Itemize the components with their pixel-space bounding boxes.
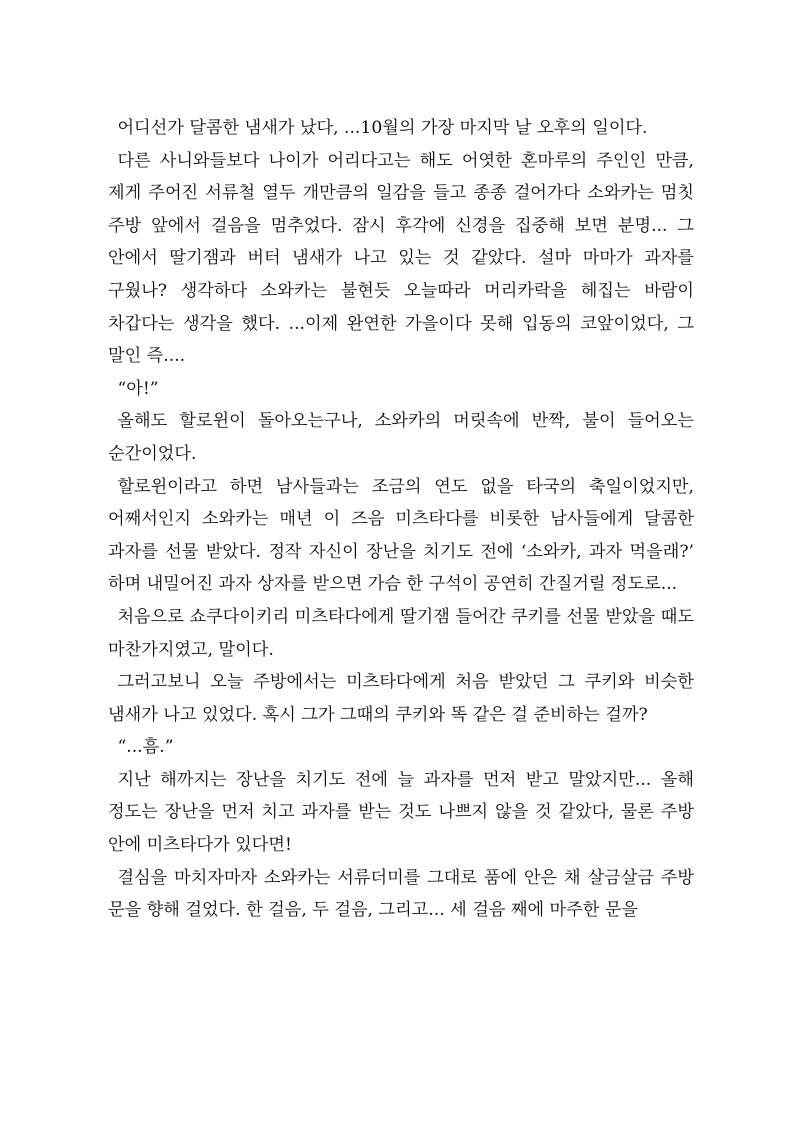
paragraph: 결심을 마치자마자 소와카는 서류더미를 그대로 품에 안은 채 살금살금 주방 문을 향해 걸었다. 한 걸음, 두 걸음, 그리고... 세 걸음 째에 마주한 문을 bbox=[108, 867, 694, 921]
paragraph: 올해도 할로윈이 돌아오는구나, 소와카의 머릿속에 반짝, 불이 들어오는 순간이었다. bbox=[108, 411, 694, 464]
paragraph: 할로윈이라고 하면 남사들과는 조금의 연도 없을 타국의 축일이었지만, 어째서인지 소와카는 매년 이 즈음 미츠타다를 비롯한 남사들에게 달콤한 과자를 선물 받았다. 정작 자신이 장난을 치기도 전에 ‘소와카, 과자 먹을래?’ 하며 내밀어진 과자 상자를 받으면 가슴 한 구석이 공연히 간질거릴 정도로... bbox=[108, 476, 694, 595]
paragraph: 다른 사니와들보다 나이가 어리다고는 해도 어엿한 혼마루의 주인인 만큼, 제게 주어진 서류철 열두 개만큼의 일감을 들고 종종 걸어가다 소와카는 멈칫 주방 앞에서 걸음을 멈추었다. 잠시 후각에 신경을 집중해 보면 분명... 그 안에서 딸기잼과 버터 냄새가 나고 있는 것 같았다. 설마 마마가 과자를 구웠나? 생각하다 소와카는 불현듯 오늘따라 머리카락을 헤집는 바람이 차갑다는 생각을 했다. ...이제 완연한 가을이다 못해 입동의 코앞이었다, 그 말인 즉.... bbox=[108, 150, 694, 367]
paragraph: 처음으로 쇼쿠다이키리 미츠타다에게 딸기잼 들어간 쿠키를 선물 받았을 때도 마찬가지였고, 말이다. bbox=[108, 606, 694, 660]
dialogue-line: “...흠.” bbox=[117, 737, 174, 758]
paragraph: 어디선가 달콤한 냄새가 났다, ...10월의 가장 마지막 날 오후의 일이다. bbox=[117, 118, 648, 138]
document-body bbox=[108, 112, 694, 927]
paragraph: 지난 해까지는 장난을 치기도 전에 늘 과자를 먼저 받고 말았지만... 올해 정도는 장난을 먼저 치고 과자를 받는 것도 나쁘지 않을 것 같았다, 물론 주방 안에 미츠타다가 있다면! bbox=[108, 769, 694, 856]
dialogue-line: “아!” bbox=[117, 378, 159, 399]
paragraph: 그러고보니 오늘 주방에서는 미츠타다에게 처음 받았던 그 쿠키와 비슷한 냄새가 나고 있었다. 혹시 그가 그때의 쿠키와 똑 같은 걸 준비하는 걸까? bbox=[108, 672, 694, 725]
